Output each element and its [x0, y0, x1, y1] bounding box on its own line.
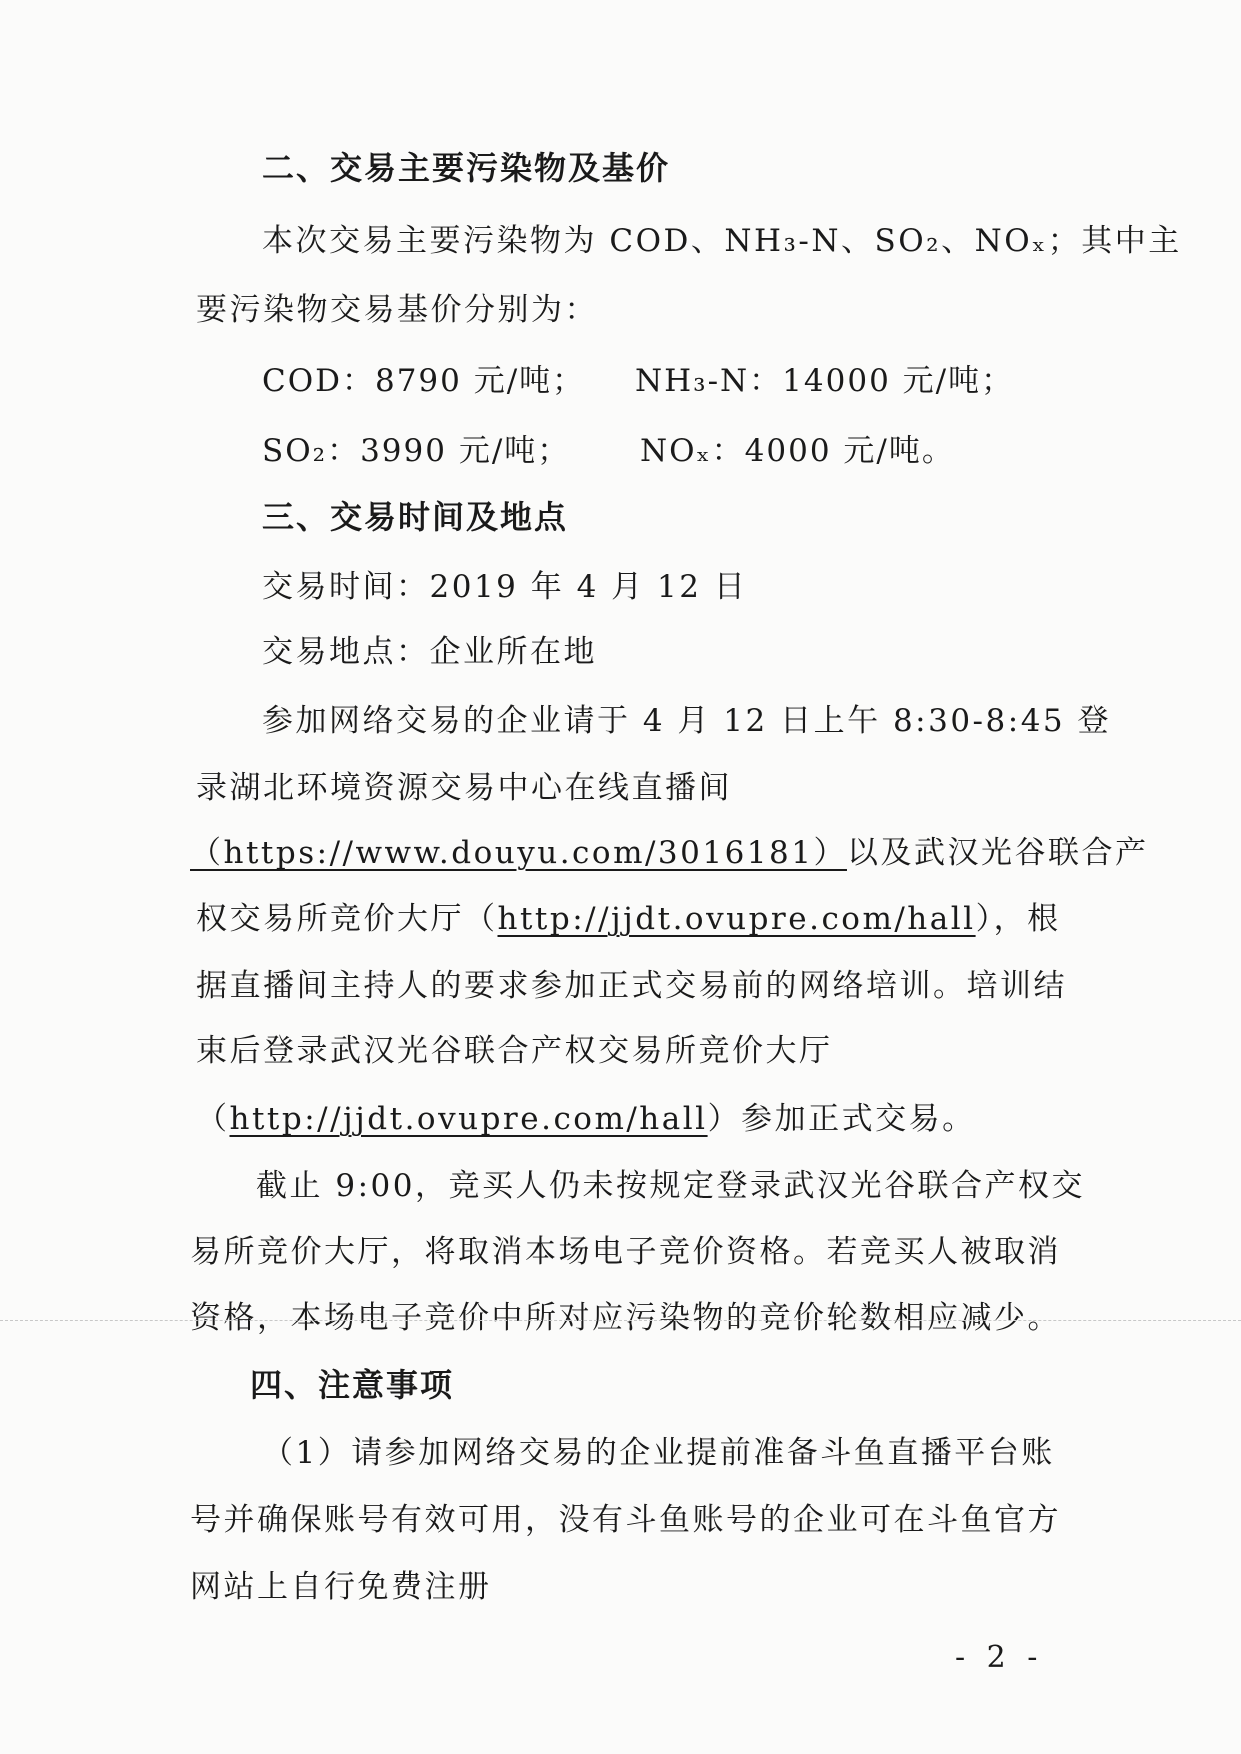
paragraph-text: 权交易所竞价大厅（: [196, 901, 498, 937]
section-2-paragraph-line: 要污染物交易基价分别为：: [196, 292, 598, 328]
section-3-paragraph-line: 束后登录武汉光谷联合产权交易所竞价大厅: [196, 1033, 833, 1069]
section-3-paragraph-line: 据直播间主持人的要求参加正式交易前的网络培训。培训结: [196, 968, 1067, 1004]
section-3-paragraph-line: [190, 827, 1148, 872]
section-3-paragraph-line: 参加网络交易的企业请于 4 月 12 日上午 8:30-8:45 登: [262, 703, 1111, 739]
hall-link[interactable]: http://jjdt.ovupre.com/hall: [497, 901, 976, 937]
douyu-link[interactable]: （https://www.douyu.com/3016181）: [190, 835, 847, 871]
price-so2: SO₂：3990 元/吨；: [262, 433, 571, 469]
section-2-heading: 二、交易主要污染物及基价: [262, 149, 671, 187]
section-4-paragraph-line: 号并确保账号有效可用，没有斗鱼账号的企业可在斗鱼官方: [190, 1502, 1061, 1538]
section-4-paragraph-line: （1）请参加网络交易的企业提前准备斗鱼直播平台账: [262, 1435, 1055, 1471]
section-3-heading: 三、交易时间及地点: [262, 498, 569, 536]
hall-link[interactable]: http://jjdt.ovupre.com/hall: [229, 1101, 708, 1137]
section-4-heading: 四、注意事项: [250, 1366, 455, 1404]
scan-artifact-line: [0, 1320, 1241, 1321]
paragraph-text: ）参加正式交易。: [707, 1101, 976, 1137]
paragraph-text: ），根: [975, 901, 1061, 937]
section-2-paragraph-line: 本次交易主要污染物为 COD、NH₃-N、SO₂、NOₓ；其中主: [262, 223, 1182, 259]
section-3-paragraph-line: 录湖北环境资源交易中心在线直播间: [196, 770, 732, 806]
price-nox: NOₓ：4000 元/吨。: [640, 433, 955, 469]
trade-place: 交易地点：企业所在地: [262, 634, 597, 670]
section-3-paragraph-line: [196, 893, 1061, 938]
section-3-paragraph-line: 易所竞价大厅，将取消本场电子竞价资格。若竞买人被取消: [190, 1234, 1061, 1270]
section-3-paragraph-line: 截止 9:00，竞买人仍未按规定登录武汉光谷联合产权交: [256, 1168, 1085, 1204]
paragraph-text: 以及武汉光谷联合产: [846, 835, 1149, 871]
section-4-paragraph-line: 网站上自行免费注册: [190, 1569, 492, 1605]
trade-time: 交易时间：2019 年 4 月 12 日: [262, 569, 748, 605]
page-number: - 2 -: [955, 1640, 1044, 1675]
section-3-paragraph-line: 资格，本场电子竞价中所对应污染物的竞价轮数相应减少。: [190, 1300, 1061, 1336]
section-3-paragraph-line: [196, 1093, 976, 1138]
price-cod: COD：8790 元/吨；: [262, 363, 586, 399]
price-nh3n: NH₃-N：14000 元/吨；: [635, 363, 1015, 399]
paragraph-text: （: [196, 1101, 230, 1137]
